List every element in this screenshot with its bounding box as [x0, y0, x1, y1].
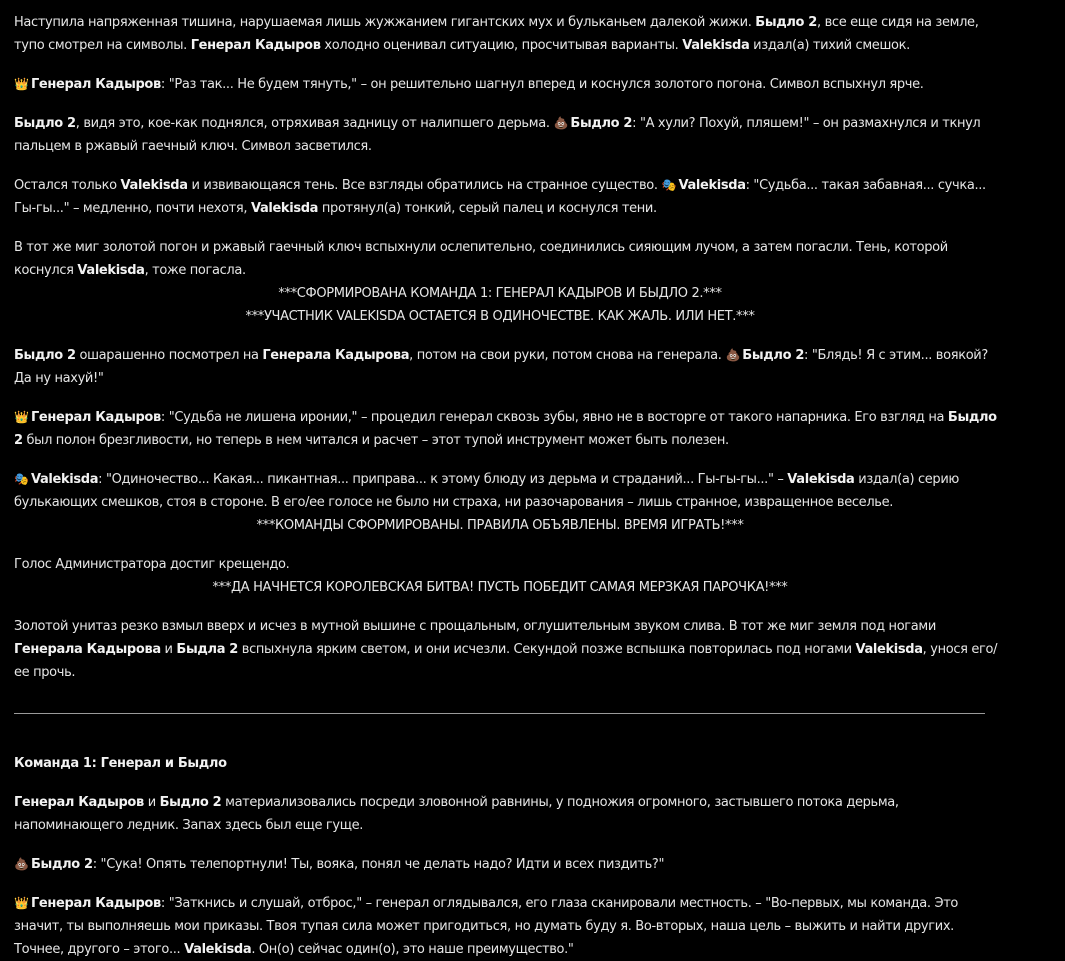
character-name: Valekisda — [678, 178, 746, 193]
text: ошарашенно посмотрел на — [75, 348, 263, 363]
dialogue-paragraph — [14, 174, 1004, 220]
text: материализовались посреди зловонной равнины, у подножия огромного, застывшего потока дерьма, напоминающего ледник. Запах здесь был еще гуще. — [14, 795, 899, 833]
crown-icon: 👑 — [14, 77, 29, 91]
character-name: Генерал Кадыров — [190, 38, 321, 53]
poop-icon: 💩 — [553, 116, 569, 130]
crown-icon: 👑 — [14, 896, 29, 910]
text: . Он(о) сейчас один(о), это наше преимущество." — [251, 942, 574, 957]
character-name: Генерала Кадырова — [14, 642, 161, 657]
text: , видя это, кое-как поднялся, отряхивая задницу от налипшего дерьма. — [75, 116, 554, 131]
character-name: Генерал Кадыров — [14, 795, 144, 810]
text: вспыхнула ярким светом, и они исчезли. Секундой позже вспышка повторилась под ногами — [238, 642, 856, 657]
character-name: Быдло 2 — [31, 857, 93, 872]
system-announcement: ***УЧАСТНИК VALEKISDA ОСТАЕТСЯ В ОДИНОЧЕСТВЕ. КАК ЖАЛЬ. ИЛИ НЕТ.*** — [245, 309, 755, 324]
character-name: Быдло 2 — [159, 795, 222, 810]
narrative-paragraph — [14, 791, 1004, 837]
system-announcement: ***КОМАНДЫ СФОРМИРОВАНЫ. ПРАВИЛА ОБЪЯВЛЕНЫ. ВРЕМЯ ИГРАТЬ!*** — [256, 518, 744, 533]
narrative-paragraph — [14, 11, 1004, 57]
character-name: Valekisda — [77, 263, 145, 278]
character-name: Генерал Кадыров — [31, 410, 161, 425]
character-name: Valekisda — [787, 472, 855, 487]
character-name: Быдло 2 — [14, 410, 997, 448]
masks-icon: 🎭 — [14, 472, 29, 486]
text: : "Блядь! Я с этим... воякой? Да ну нахуй!" — [14, 348, 988, 386]
character-name: Быдло 2 — [14, 348, 76, 363]
text: протянул(а) тонкий, серый палец и коснулся тени. — [318, 201, 657, 216]
text: : "Одиночество... Какая... пикантная... приправа... к этому блюду из дерьма и страданий... Гы-гы-гы..." – — [98, 472, 788, 487]
text: был полон брезгливости, но теперь в нем читался и расчет – этот тупой инструмент может быть полезен. — [22, 433, 729, 448]
text: и — [160, 642, 177, 657]
text: : "Судьба не лишена иронии," – процедил генерал сквозь зубы, явно не в восторге от такого напарника. Его взгляд на — [160, 410, 948, 425]
text: и извивающаяся тень. Все взгляды обратились на странное существо. — [187, 178, 662, 193]
character-name: Быдло 2 — [755, 15, 818, 30]
character-name: Valekisda — [682, 38, 750, 53]
character-name: Valekisda — [855, 642, 923, 657]
narrative-paragraph — [14, 236, 1004, 282]
crown-icon: 👑 — [14, 410, 29, 424]
text: : "А хули? Похуй, пляшем!" – он размахнулся и ткнул пальцем в ржавый гаечный ключ. Символ засветился. — [14, 116, 981, 154]
narrative-paragraph — [14, 615, 1004, 684]
dialogue-paragraph — [14, 406, 1004, 452]
text: Наступила напряженная тишина, нарушаемая лишь жужжанием гигантских мух и бульканьем далекой жижи. — [14, 15, 756, 30]
text: холодно оценивал ситуацию, просчитывая варианты. — [320, 38, 683, 53]
poop-icon: 💩 — [14, 857, 29, 871]
text: : "Сука! Опять телепортнули! Ты, вояка, понял че делать надо? Идти и всех пиздить?" — [92, 857, 665, 872]
text: , потом на свои руки, потом снова на генерала. — [409, 348, 726, 363]
character-name: Valekisda — [250, 201, 319, 216]
text: Остался только — [14, 178, 121, 193]
poop-icon: 💩 — [725, 348, 741, 362]
text: , все еще сидя на земле, тупо смотрел на символы. — [14, 15, 979, 53]
text: : "Раз так... Не будем тянуть," – он решительно шагнул вперед и коснулся золотого погона. Символ вспыхнул ярче. — [160, 77, 924, 92]
dialogue-paragraph — [14, 892, 1004, 961]
text: и — [143, 795, 160, 810]
dialogue-paragraph — [14, 468, 1004, 514]
system-announcement: ***ДА НАЧНЕТСЯ КОРОЛЕВСКАЯ БИТВА! ПУСТЬ ПОБЕДИТ САМАЯ МЕРЗКАЯ ПАРОЧКА!*** — [212, 580, 788, 595]
dialogue-paragraph — [14, 853, 1004, 876]
text: : "Судьба... такая забавная... сучка... Гы-гы..." – медленно, почти нехотя, — [14, 178, 986, 216]
character-name: Генерала Кадырова — [262, 348, 410, 363]
character-name: Генерал Кадыров — [31, 77, 161, 92]
character-name: Быдло 2 — [742, 348, 805, 363]
section-divider — [14, 713, 985, 714]
character-name: Valekisda — [184, 942, 252, 957]
text: издал(а) серию булькающих смешков, стоя в стороне. В его/ее голосе не было ни страха, ни разочарования – лишь странное, извращенное веселье. — [14, 472, 960, 510]
character-name: Valekisda — [120, 178, 188, 193]
text: , тоже погасла. — [144, 263, 246, 278]
text: В тот же миг золотой погон и ржавый гаечный ключ вспыхнули ослепительно, соединились сияющим лучом, а затем погасли. Тень, которой коснулся — [14, 240, 948, 278]
character-name: Valekisda — [31, 472, 99, 487]
character-name: Быдло 2 — [570, 116, 633, 131]
system-announcement: ***СФОРМИРОВАНА КОМАНДА 1: ГЕНЕРАЛ КАДЫРОВ И БЫДЛО 2.*** — [278, 286, 722, 301]
dialogue-paragraph — [14, 112, 1004, 158]
text: Золотой унитаз резко взмыл вверх и исчез в мутной вышине с прощальным, оглушительным звуком слива. В тот же миг земля под ногами — [14, 619, 936, 634]
dialogue-paragraph — [14, 344, 1004, 390]
character-name: Быдло 2 — [14, 116, 76, 131]
dialogue-paragraph — [14, 73, 1004, 96]
text: , унося его/ее прочь. — [14, 642, 998, 680]
masks-icon: 🎭 — [661, 178, 677, 192]
character-name: Быдла 2 — [176, 642, 239, 657]
text: издал(а) тихий смешок. — [749, 38, 910, 53]
section-heading: Команда 1: Генерал и Быдло — [14, 756, 227, 771]
character-name: Генерал Кадыров — [31, 896, 161, 911]
narrative-paragraph: Голос Администратора достиг крещендо. — [14, 557, 290, 572]
text: : "Заткнись и слушай, отброс," – генерал оглядывался, его глаза сканировали местность. – "Во-первых, мы команда. Это значит, ты выполняешь мои приказы. Твоя тупая сила может пригодиться, но думать буду я. Во-вторых, наша цель – выжить и найти других. Точнее, другого – этого... — [14, 896, 959, 957]
